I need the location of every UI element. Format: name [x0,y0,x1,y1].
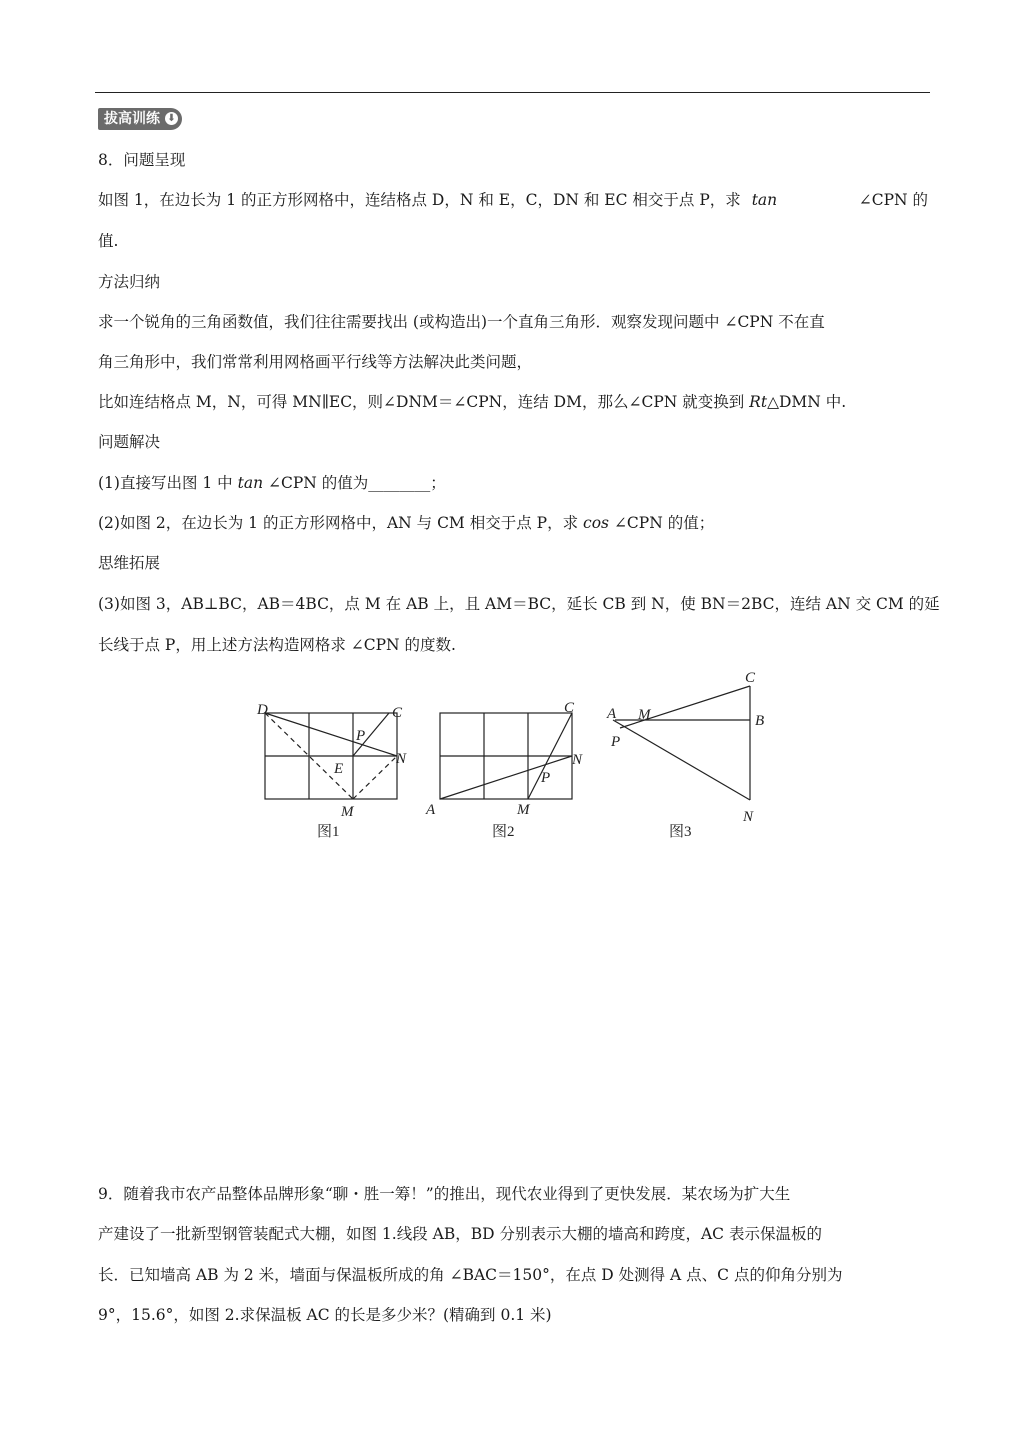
fig2-point-C: C [564,700,575,716]
method-line-2: 角三角形中，我们常常利用网格画平行线等方法解决此类问题， [98,353,533,371]
part-3-line-1: (3)如图 3，AB⊥BC，AB＝4BC，点 M 在 AB 上，且 AM＝BC，延长 CB 到 N，使 BN＝2BC，连结 AN 交 CM 的延 [98,595,940,613]
q8-title: 8．问题呈现 [98,151,186,169]
fig3-point-B: B [755,713,765,729]
q9-line-3: 长．已知墙高 AB 为 2 米，墙面与保温板所成的角 ∠BAC＝150°，在点 D 处测得 A 点、C 点的仰角分别为 [98,1266,843,1284]
figure-1 [265,713,397,799]
line-AN [440,756,572,799]
fig1-point-M: M [341,804,354,820]
section-badge [98,108,182,130]
fig1-point-E: E [334,761,344,777]
fig2-point-N: N [572,752,583,768]
figures-diagram [255,668,775,843]
extend-title: 思维拓展 [98,554,161,572]
fig3-point-C: C [745,670,756,686]
header-rule [95,92,930,93]
fig1-point-P: P [356,728,366,744]
fig1-point-N: N [396,751,407,767]
method-line-1: 求一个锐角的三角函数值，我们往往需要找出 (或构造出)一个直角三角形．观察发现问题中 ∠CPN 不在直 [98,313,825,331]
line-DN [265,713,397,756]
solve-title: 问题解决 [98,433,161,451]
q9-line-1: 9．随着我市农产品整体品牌形象“聊・胜一筹！”的推出，现代农业得到了更快发展．某农场为扩大生 [98,1185,791,1203]
q8-intro-line-1: 如图 1，在边长为 1 的正方形网格中，连结格点 D，N 和 E，C，DN 和 EC 相交于点 P，求 tan ∠CPN 的 [98,191,928,209]
fig3-point-P: P [611,734,621,750]
fig1-point-C: C [392,705,403,721]
method-title: 方法归纳 [98,273,161,291]
part-1: (1)直接写出图 1 中 tan ∠CPN 的值为________； [98,474,446,492]
q8-intro-line-2: 值. [98,232,119,250]
figure-2 [440,713,572,799]
fig2-point-A: A [426,802,436,818]
line-AN [613,720,750,800]
fig3-point-N: N [743,809,754,825]
line-MN [353,756,397,799]
badge-label: 拔高训练 [104,111,160,127]
method-line-3: 比如连结格点 M，N，可得 MN∥EC，则∠DNM＝∠CPN，连结 DM，那么∠CPN 就变换到 Rt△DMN 中. [98,393,847,411]
fig2-point-M: M [517,802,530,818]
fig2-point-P: P [541,770,551,786]
fig3-point-A: A [607,706,617,722]
fig1-point-D: D [257,702,268,718]
part-3-line-2: 长线于点 P，用上述方法构造网格求 ∠CPN 的度数. [98,636,456,654]
figure-3 [613,686,750,800]
q9-line-4: 9°，15.6°，如图 2.求保温板 AC 的长是多少米？(精确到 0.1 米) [98,1306,552,1324]
part-2: (2)如图 2，在边长为 1 的正方形网格中，AN 与 CM 相交于点 P，求 cos ∠CPN 的值； [98,514,715,532]
fig2-caption: 图2 [492,824,515,840]
down-arrow-icon: ⬇ [165,112,178,125]
fig1-caption: 图1 [317,824,340,840]
fig3-caption: 图3 [669,824,692,840]
q9-line-2: 产建设了一批新型钢管装配式大棚，如图 1.线段 AB，BD 分别表示大棚的墙高和跨度，AC 表示保温板的 [98,1225,822,1243]
fig3-point-M: M [638,707,651,723]
